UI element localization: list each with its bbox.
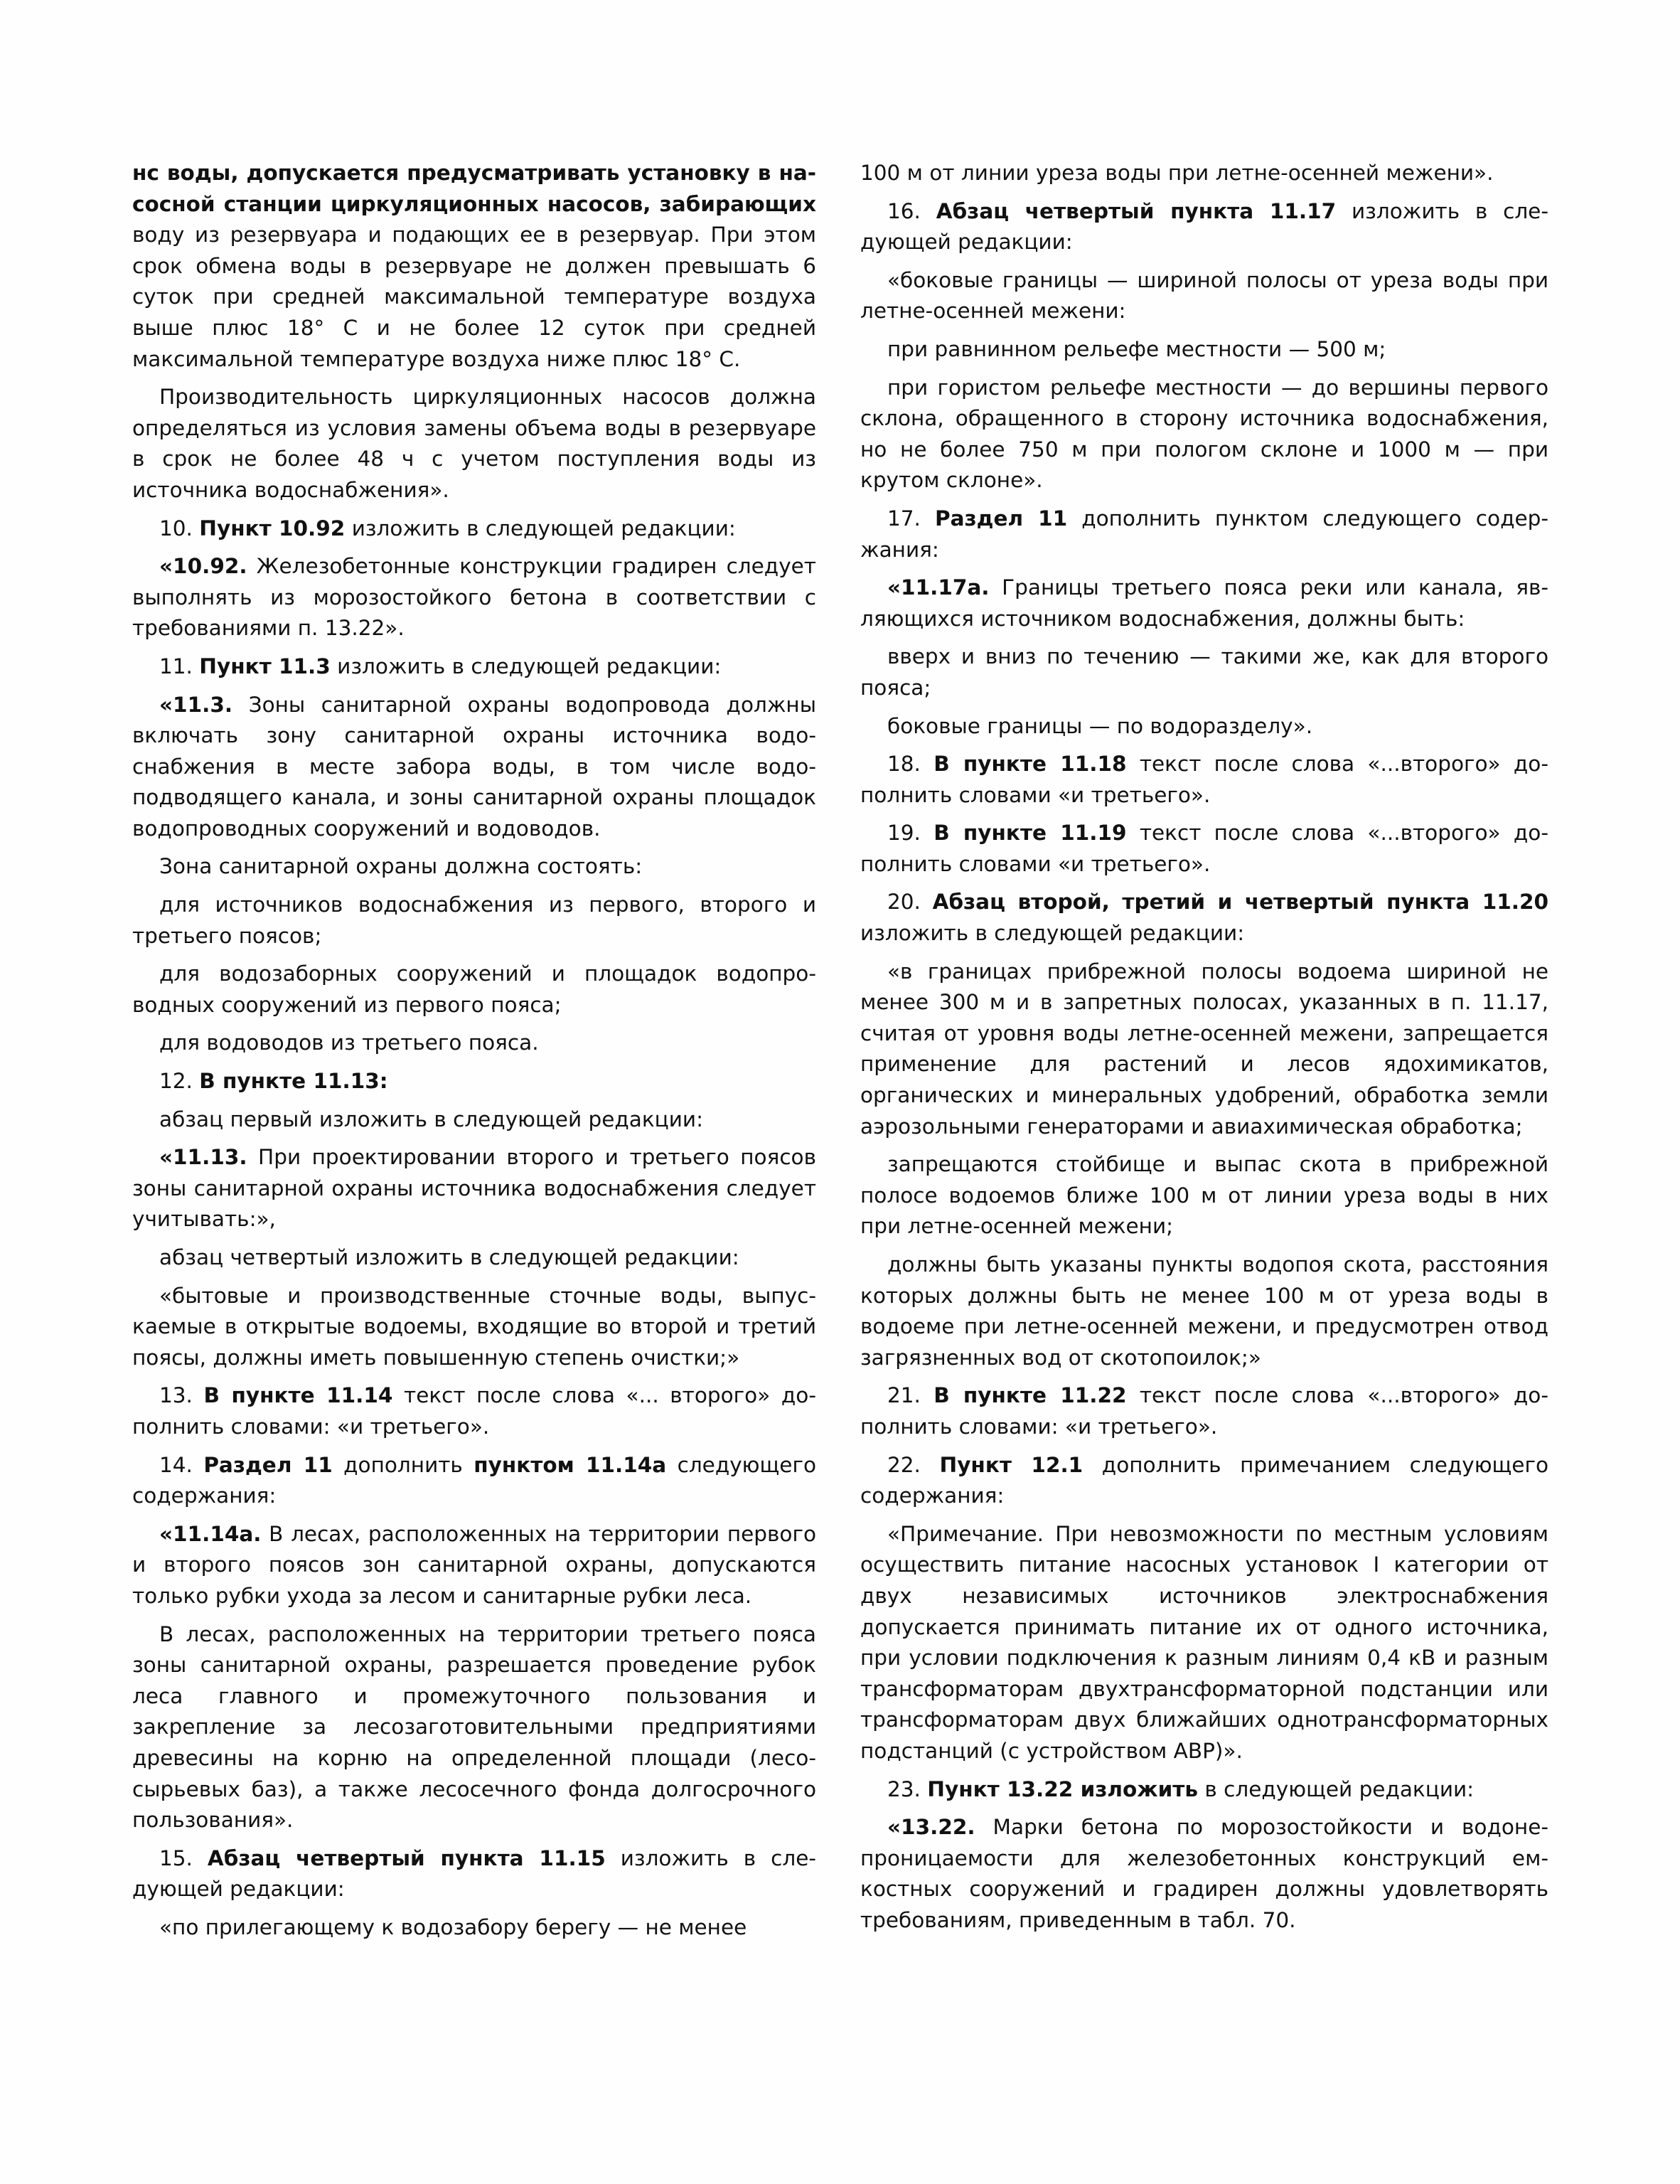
bold-text: «11.17а. <box>887 575 990 600</box>
bold-text: Пункт 10.92 <box>199 516 346 540</box>
bold-text: В пункте 11.19 <box>933 821 1127 846</box>
text: «в границах прибрежной полосы водоема шириной не менее 300 м и в запретных полосах, указанных в п. 11.17, считая от уровня воды летне-осенней межени, запрещается применение для растений и лесов ядохимикатов, органических и минеральных удобрений, обработка земли аэрозольными генераторами и авиахимическая обработка; <box>860 959 1548 1139</box>
bold-text: В пункте 11.18 <box>933 752 1127 777</box>
text: 13. <box>159 1383 204 1408</box>
paragraph <box>132 1843 816 1905</box>
text: 10. <box>159 516 200 540</box>
text: Производительность циркуляционных насосов должна определяться из условия замены объема воды в резервуаре в срок не более 48 ч с учетом поступления воды из источника водоснабжения». <box>132 385 816 502</box>
text: изложить в следующей редакции: <box>345 516 736 540</box>
paragraph <box>132 1912 816 1944</box>
text: «боковые границы — шириной полосы от уреза воды при летне-осенней межени: <box>860 267 1548 324</box>
bold-text: пунктом 11.14а <box>473 1452 667 1477</box>
paragraph <box>860 265 1548 327</box>
text: изложить в следующей редакции: <box>132 1845 816 1902</box>
paragraph <box>860 1380 1548 1442</box>
text: Зона санитарной охраны должна состоять: <box>159 854 643 879</box>
text: для водозаборных сооружений и площадок водопроводных сооружений из первого пояса; <box>132 962 816 1017</box>
text: в следующей редакции: <box>1198 1777 1475 1801</box>
text: При проектировании второго и третьего поясов зоны санитарной охраны источника водоснабжения следует учитывать:», <box>132 1145 816 1232</box>
paragraph <box>132 1519 816 1612</box>
paragraph <box>132 1242 816 1274</box>
text: воду из резервуара и подающих ее в резервуар. При этом срок обмена воды в резервуаре не должен превышать 6 суток при средней максимальной температуре воздуха выше плюс 18° С и не более 12 суток при средней максимальной температуре воздуха ниже плюс 18° С. <box>132 223 816 371</box>
bold-text: Пункт 13.22 изложить <box>927 1777 1199 1801</box>
text: текст после слова «...второго» дополнить словами: «и третьего». <box>860 1383 1548 1439</box>
paragraph <box>860 1250 1548 1373</box>
bold-text: Абзац четвертый пункта 11.15 <box>207 1845 606 1870</box>
paragraph <box>860 1149 1548 1242</box>
text: «Примечание. При невозможности по местным условиям осуществить питание насосных установок I категории от двух независимых источников электроснабжения допускается принимать питание их от одного источника, при условии подключения к разным линиям 0,4 кВ и разным трансформаторам двухтрансформаторной подстанции или трансформаторам двух ближайших однотрансформаторных подстанций (с устройством АВР)». <box>860 1521 1548 1763</box>
text: дополнить примечанием следующего содержания: <box>860 1452 1549 1508</box>
paragraph <box>860 373 1548 496</box>
paragraph <box>860 1519 1548 1767</box>
text: боковые границы — по водоразделу». <box>887 713 1313 738</box>
bold-text: В пункте 11.22 <box>933 1383 1127 1408</box>
text: изложить в следующей редакции: <box>330 654 722 678</box>
left-column <box>132 158 816 1950</box>
text: следующего содержания: <box>132 1452 817 1508</box>
text: В лесах, расположенных на территории третьего пояса зоны санитарной охраны, разрешается проведение рубок леса главного и промежуточного пользования и закрепление за лесозаготовительными предприятиями древесины на корню на определенной площади (лесосырьевых баз), а также лесосечного фонда долгосрочного пользования». <box>132 1621 816 1833</box>
paragraph <box>132 851 816 883</box>
bold-text: нс воды, допускается предусматривать установку в насосной станции циркуляционных насосов, забирающих <box>132 161 816 216</box>
text: 19. <box>887 821 934 846</box>
text: изложить в следующей редакции: <box>860 198 1548 255</box>
text: 20. <box>887 890 933 915</box>
text: для водоводов из третьего пояса. <box>159 1030 539 1055</box>
text: при гористом рельефе местности — до вершины первого склона, обращенного в сторону источника водоснабжения, но не более 750 м при пологом склоне и 1000 м — при крутом склоне». <box>860 375 1548 493</box>
paragraph <box>860 1450 1548 1512</box>
text: текст после слова «...второго» дополнить словами «и третьего». <box>860 821 1548 876</box>
bold-text: В пункте 11.13: <box>199 1069 388 1094</box>
text: 14. <box>159 1452 204 1477</box>
paragraph <box>132 959 816 1021</box>
paragraph <box>860 957 1548 1143</box>
text: абзац четвертый изложить в следующей редакции: <box>159 1245 739 1269</box>
text: 18. <box>887 752 934 777</box>
bold-text: В пункте 11.14 <box>203 1383 393 1408</box>
bold-text: Абзац четвертый пункта 11.17 <box>936 198 1337 223</box>
paragraph <box>860 1812 1548 1936</box>
paragraph <box>132 382 816 506</box>
paragraph <box>132 890 816 952</box>
bold-text: «10.92. <box>159 554 247 579</box>
text: 11. <box>159 654 200 678</box>
paragraph <box>860 641 1548 703</box>
bold-text: Пункт 12.1 <box>939 1452 1084 1477</box>
text: Марки бетона по морозостойкости и водонепроницаемости для железобетонных конструкций емкостных сооружений и градирен должны удовлетворять требованиям, приведенным в табл. 70. <box>860 1815 1548 1932</box>
text: дополнить пунктом следующего содержания: <box>860 506 1548 562</box>
paragraph <box>860 749 1548 811</box>
bold-text: «11.14а. <box>159 1521 262 1546</box>
right-column <box>860 158 1548 1943</box>
text: абзац первый изложить в следующей редакции: <box>159 1107 704 1131</box>
text: 15. <box>159 1845 208 1870</box>
bold-text: «11.13. <box>159 1145 247 1170</box>
paragraph <box>132 1028 816 1059</box>
bold-text: «13.22. <box>887 1815 975 1840</box>
text: 17. <box>887 506 935 531</box>
text: 22. <box>887 1452 940 1477</box>
paragraph <box>132 1142 816 1235</box>
bold-text: Раздел 11 <box>203 1452 333 1477</box>
text: Железобетонные конструкции градирен следует выполнять из морозостойкого бетона в соответствии с требованиями п. 13.22». <box>132 554 816 641</box>
text: В лесах, расположенных на территории первого и второго поясов зон санитарной охраны, допускаются только рубки ухода за лесом и санитарные рубки леса. <box>132 1521 816 1608</box>
text: для источников водоснабжения из первого, второго и третьего поясов; <box>132 893 816 948</box>
paragraph <box>860 1774 1548 1806</box>
paragraph <box>132 1104 816 1136</box>
bold-text: Абзац второй, третий и четвертый пункта 11.20 <box>932 890 1548 915</box>
paragraph <box>860 504 1548 565</box>
bold-text: Пункт 11.3 <box>199 654 331 678</box>
text: изложить в следующей редакции: <box>860 921 1245 946</box>
paragraph <box>860 818 1548 880</box>
text: текст после слова «... второго» дополнить словами: «и третьего». <box>132 1383 816 1439</box>
paragraph <box>860 887 1548 949</box>
text: «бытовые и производственные сточные воды, выпускаемые в открытые водоемы, входящие во второй и третий поясы, должны иметь повышенную степень очистки;» <box>132 1283 816 1370</box>
text: Границы третьего пояса реки или канала, являющихся источником водоснабжения, должны быть: <box>860 575 1548 631</box>
text: 100 м от линии уреза воды при летне-осенней межени». <box>860 161 1494 185</box>
paragraph <box>132 1619 816 1836</box>
bold-text: Раздел 11 <box>935 506 1068 531</box>
text: при равнинном рельефе местности — 500 м; <box>887 336 1386 361</box>
paragraph <box>860 711 1548 742</box>
text: должны быть указаны пункты водопоя скота, расстояния которых должны быть не менее 100 м от уреза воды в водоеме при летне-осенней межени, и предусмотрен отвод загрязненных вод от скотопоилок;» <box>860 1252 1548 1370</box>
paragraph <box>860 334 1548 366</box>
paragraph <box>860 158 1548 189</box>
paragraph <box>132 158 816 375</box>
bold-text: «11.3. <box>159 692 233 717</box>
text: Зоны санитарной охраны водопровода должны включать зону санитарной охраны источника водоснабжения в месте забора воды, в том числе водоподводящего канала, и зоны санитарной охраны площадок водопроводных сооружений и водоводов. <box>132 692 816 841</box>
paragraph <box>132 651 816 683</box>
paragraph <box>132 1380 816 1442</box>
paragraph <box>132 1281 816 1374</box>
paragraph <box>860 196 1548 258</box>
paragraph <box>132 513 816 545</box>
paragraph <box>132 690 816 845</box>
paragraph <box>860 572 1548 634</box>
paragraph <box>132 551 816 644</box>
text: 23. <box>887 1777 928 1801</box>
text: текст после слова «...второго» дополнить словами «и третьего». <box>860 752 1548 807</box>
text: «по прилегающему к водозабору берегу — не менее <box>159 1914 747 1939</box>
text: 12. <box>159 1069 200 1094</box>
paragraph <box>132 1066 816 1097</box>
text: дополнить <box>332 1452 474 1477</box>
text: запрещаются стойбище и выпас скота в прибрежной полосе водоемов ближе 100 м от линии уреза воды в них при летне-осенней межени; <box>860 1152 1548 1239</box>
text: вверх и вниз по течению — такими же, как для второго пояса; <box>860 644 1548 700</box>
paragraph <box>132 1450 816 1512</box>
text: 21. <box>887 1383 934 1408</box>
text: 16. <box>887 198 936 223</box>
